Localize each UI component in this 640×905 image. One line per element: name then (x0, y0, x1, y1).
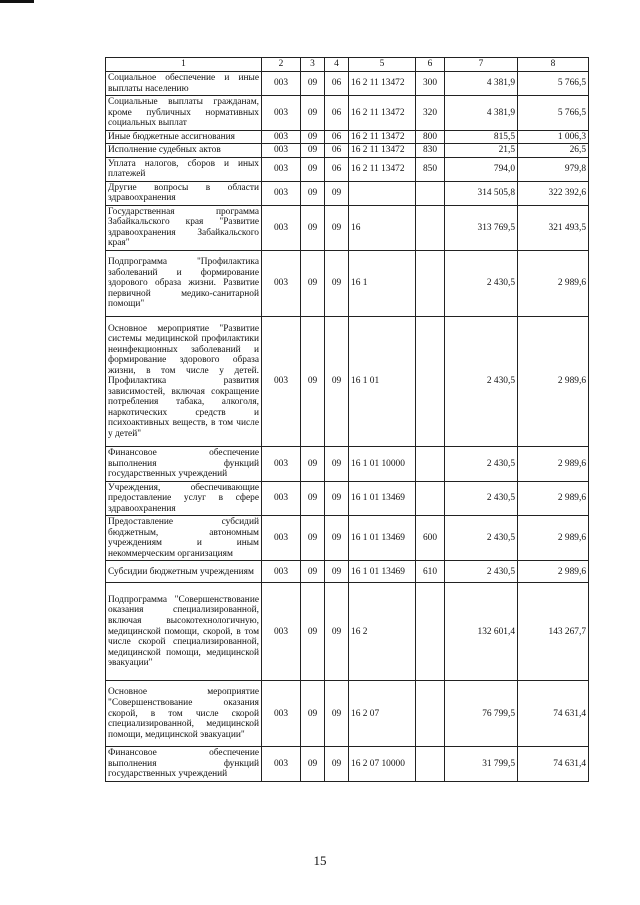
table-row (106, 681, 589, 747)
header-cell: 5 (349, 58, 416, 72)
amount-year1-cell: 2 430,5 (445, 250, 518, 316)
admin-code-cell: 003 (262, 747, 301, 782)
admin-code-cell: 003 (262, 250, 301, 316)
subsection-code-cell: 09 (325, 561, 349, 583)
budget-table (105, 57, 589, 782)
header-cell: 3 (301, 58, 325, 72)
amount-year2-cell: 2 989,6 (518, 250, 589, 316)
expense-type-cell (416, 681, 445, 747)
target-article-cell: 16 2 11 13472 (349, 130, 416, 144)
target-article-cell: 16 (349, 205, 416, 250)
target-article-cell: 16 2 07 10000 (349, 747, 416, 782)
target-article-cell: 16 2 11 13472 (349, 144, 416, 158)
expense-type-cell: 800 (416, 130, 445, 144)
amount-year2-cell: 74 631,4 (518, 747, 589, 782)
section-code-cell: 09 (301, 446, 325, 481)
row-name-cell: Социальное обеспечение и иные выплаты населению (106, 72, 262, 96)
section-code-cell: 09 (301, 747, 325, 782)
row-name-cell: Субсидии бюджетным учреждениям (106, 561, 262, 583)
table-row (106, 205, 589, 250)
row-name-cell: Финансовое обеспечение выполнения функций государственных учреждений (106, 446, 262, 481)
target-article-cell: 16 1 01 10000 (349, 446, 416, 481)
subsection-code-cell: 09 (325, 481, 349, 516)
amount-year1-cell: 815,5 (445, 130, 518, 144)
section-code-cell: 09 (301, 144, 325, 158)
header-cell: 1 (106, 58, 262, 72)
subsection-code-cell: 09 (325, 250, 349, 316)
section-code-cell: 09 (301, 181, 325, 205)
amount-year1-cell: 132 601,4 (445, 583, 518, 681)
subsection-code-cell: 09 (325, 446, 349, 481)
admin-code-cell: 003 (262, 181, 301, 205)
table-row (106, 72, 589, 96)
amount-year2-cell: 2 989,6 (518, 316, 589, 446)
table-header-row (106, 58, 589, 72)
target-article-cell: 16 1 (349, 250, 416, 316)
amount-year2-cell: 1 006,3 (518, 130, 589, 144)
table-row (106, 316, 589, 446)
section-code-cell: 09 (301, 205, 325, 250)
section-code-cell: 09 (301, 96, 325, 131)
section-code-cell: 09 (301, 516, 325, 561)
row-name-cell: Предоставление субсидий бюджетным, автономным учреждениям и иным некоммерческим организациям (106, 516, 262, 561)
section-code-cell: 09 (301, 481, 325, 516)
section-code-cell: 09 (301, 561, 325, 583)
table-row (106, 747, 589, 782)
amount-year1-cell: 314 505,8 (445, 181, 518, 205)
table-row (106, 157, 589, 181)
amount-year2-cell: 5 766,5 (518, 72, 589, 96)
row-name-cell: Исполнение судебных актов (106, 144, 262, 158)
admin-code-cell: 003 (262, 316, 301, 446)
section-code-cell: 09 (301, 157, 325, 181)
target-article-cell: 16 2 11 13472 (349, 96, 416, 131)
row-name-cell: Социальные выплаты гражданам, кроме публичных нормативных социальных выплат (106, 96, 262, 131)
table-row (106, 561, 589, 583)
expense-type-cell (416, 583, 445, 681)
admin-code-cell: 003 (262, 561, 301, 583)
expense-type-cell: 850 (416, 157, 445, 181)
expense-type-cell (416, 481, 445, 516)
target-article-cell: 16 1 01 13469 (349, 481, 416, 516)
expense-type-cell: 320 (416, 96, 445, 131)
admin-code-cell: 003 (262, 205, 301, 250)
table-row (106, 130, 589, 144)
amount-year1-cell: 4 381,9 (445, 72, 518, 96)
section-code-cell: 09 (301, 250, 325, 316)
expense-type-cell: 300 (416, 72, 445, 96)
amount-year1-cell: 2 430,5 (445, 516, 518, 561)
row-name-cell: Основное мероприятие "Развитие системы медицинской профилактики неинфекционных заболеваний и формирование здорового образа жизни, в том числе у детей. Профилактика развития зависимостей, включая сокращение потребления табака, алкоголя, наркотических средств и психоактивных веществ, в том числе у детей" (106, 316, 262, 446)
subsection-code-cell: 09 (325, 583, 349, 681)
table-row (106, 250, 589, 316)
amount-year2-cell: 74 631,4 (518, 681, 589, 747)
amount-year2-cell: 143 267,7 (518, 583, 589, 681)
expense-type-cell (416, 316, 445, 446)
amount-year2-cell: 979,8 (518, 157, 589, 181)
target-article-cell: 16 1 01 (349, 316, 416, 446)
admin-code-cell: 003 (262, 583, 301, 681)
row-name-cell: Основное мероприятие "Совершенствование оказания скорой, в том числе скорой специализированной, медицинской помощи, медицинской эвакуации" (106, 681, 262, 747)
table-row (106, 96, 589, 131)
expense-type-cell (416, 205, 445, 250)
admin-code-cell: 003 (262, 516, 301, 561)
table-row (106, 446, 589, 481)
amount-year2-cell: 321 493,5 (518, 205, 589, 250)
row-name-cell: Подпрограмма "Профилактика заболеваний и формирование здорового образа жизни. Развитие первичной медико-санитарной помощи" (106, 250, 262, 316)
amount-year1-cell: 794,0 (445, 157, 518, 181)
row-name-cell: Финансовое обеспечение выполнения функций государственных учреждений (106, 747, 262, 782)
subsection-code-cell: 09 (325, 747, 349, 782)
header-cell: 8 (518, 58, 589, 72)
expense-type-cell: 610 (416, 561, 445, 583)
subsection-code-cell: 06 (325, 96, 349, 131)
row-name-cell: Иные бюджетные ассигнования (106, 130, 262, 144)
amount-year1-cell: 21,5 (445, 144, 518, 158)
amount-year1-cell: 313 769,5 (445, 205, 518, 250)
header-cell: 7 (445, 58, 518, 72)
subsection-code-cell: 06 (325, 72, 349, 96)
table-row (106, 481, 589, 516)
admin-code-cell: 003 (262, 681, 301, 747)
section-code-cell: 09 (301, 130, 325, 144)
row-name-cell: Учреждения, обеспечивающие предоставление услуг в сфере здравоохранения (106, 481, 262, 516)
table-row (106, 516, 589, 561)
amount-year2-cell: 322 392,6 (518, 181, 589, 205)
subsection-code-cell: 09 (325, 205, 349, 250)
expense-type-cell (416, 250, 445, 316)
row-name-cell: Государственная программа Забайкальского края "Развитие здравоохранения Забайкальского края" (106, 205, 262, 250)
target-article-cell: 16 2 11 13472 (349, 72, 416, 96)
target-article-cell: 16 1 01 13469 (349, 516, 416, 561)
subsection-code-cell: 09 (325, 516, 349, 561)
subsection-code-cell: 09 (325, 181, 349, 205)
table-body (106, 72, 589, 782)
subsection-code-cell: 09 (325, 681, 349, 747)
amount-year2-cell: 5 766,5 (518, 96, 589, 131)
section-code-cell: 09 (301, 583, 325, 681)
row-name-cell: Уплата налогов, сборов и иных платежей (106, 157, 262, 181)
amount-year1-cell: 2 430,5 (445, 481, 518, 516)
subsection-code-cell: 06 (325, 144, 349, 158)
section-code-cell: 09 (301, 681, 325, 747)
table-row (106, 181, 589, 205)
amount-year2-cell: 2 989,6 (518, 561, 589, 583)
table-row (106, 144, 589, 158)
section-code-cell: 09 (301, 316, 325, 446)
expense-type-cell (416, 446, 445, 481)
amount-year1-cell: 2 430,5 (445, 446, 518, 481)
amount-year1-cell: 31 799,5 (445, 747, 518, 782)
admin-code-cell: 003 (262, 446, 301, 481)
expense-type-cell: 830 (416, 144, 445, 158)
row-name-cell: Другие вопросы в области здравоохранения (106, 181, 262, 205)
amount-year2-cell: 26,5 (518, 144, 589, 158)
admin-code-cell: 003 (262, 130, 301, 144)
amount-year2-cell: 2 989,6 (518, 481, 589, 516)
amount-year1-cell: 76 799,5 (445, 681, 518, 747)
row-name-cell: Подпрограмма "Совершенствование оказания специализированной, включая высокотехнологичную, медицинской помощи, скорой, в том числе скорой специализированной, медицинской помощи, медицинской эвакуации" (106, 583, 262, 681)
target-article-cell (349, 181, 416, 205)
amount-year1-cell: 2 430,5 (445, 561, 518, 583)
subsection-code-cell: 09 (325, 316, 349, 446)
admin-code-cell: 003 (262, 144, 301, 158)
amount-year1-cell: 2 430,5 (445, 316, 518, 446)
target-article-cell: 16 2 07 (349, 681, 416, 747)
target-article-cell: 16 2 (349, 583, 416, 681)
header-cell: 6 (416, 58, 445, 72)
section-code-cell: 09 (301, 72, 325, 96)
page-number: 15 (313, 853, 327, 868)
amount-year2-cell: 2 989,6 (518, 516, 589, 561)
subsection-code-cell: 06 (325, 157, 349, 181)
subsection-code-cell: 06 (325, 130, 349, 144)
expense-type-cell: 600 (416, 516, 445, 561)
corner-mark (0, 0, 34, 3)
amount-year2-cell: 2 989,6 (518, 446, 589, 481)
expense-type-cell (416, 181, 445, 205)
target-article-cell: 16 2 11 13472 (349, 157, 416, 181)
header-cell: 2 (262, 58, 301, 72)
admin-code-cell: 003 (262, 481, 301, 516)
header-cell: 4 (325, 58, 349, 72)
target-article-cell: 16 1 01 13469 (349, 561, 416, 583)
admin-code-cell: 003 (262, 96, 301, 131)
expense-type-cell (416, 747, 445, 782)
amount-year1-cell: 4 381,9 (445, 96, 518, 131)
admin-code-cell: 003 (262, 157, 301, 181)
table-row (106, 583, 589, 681)
admin-code-cell: 003 (262, 72, 301, 96)
